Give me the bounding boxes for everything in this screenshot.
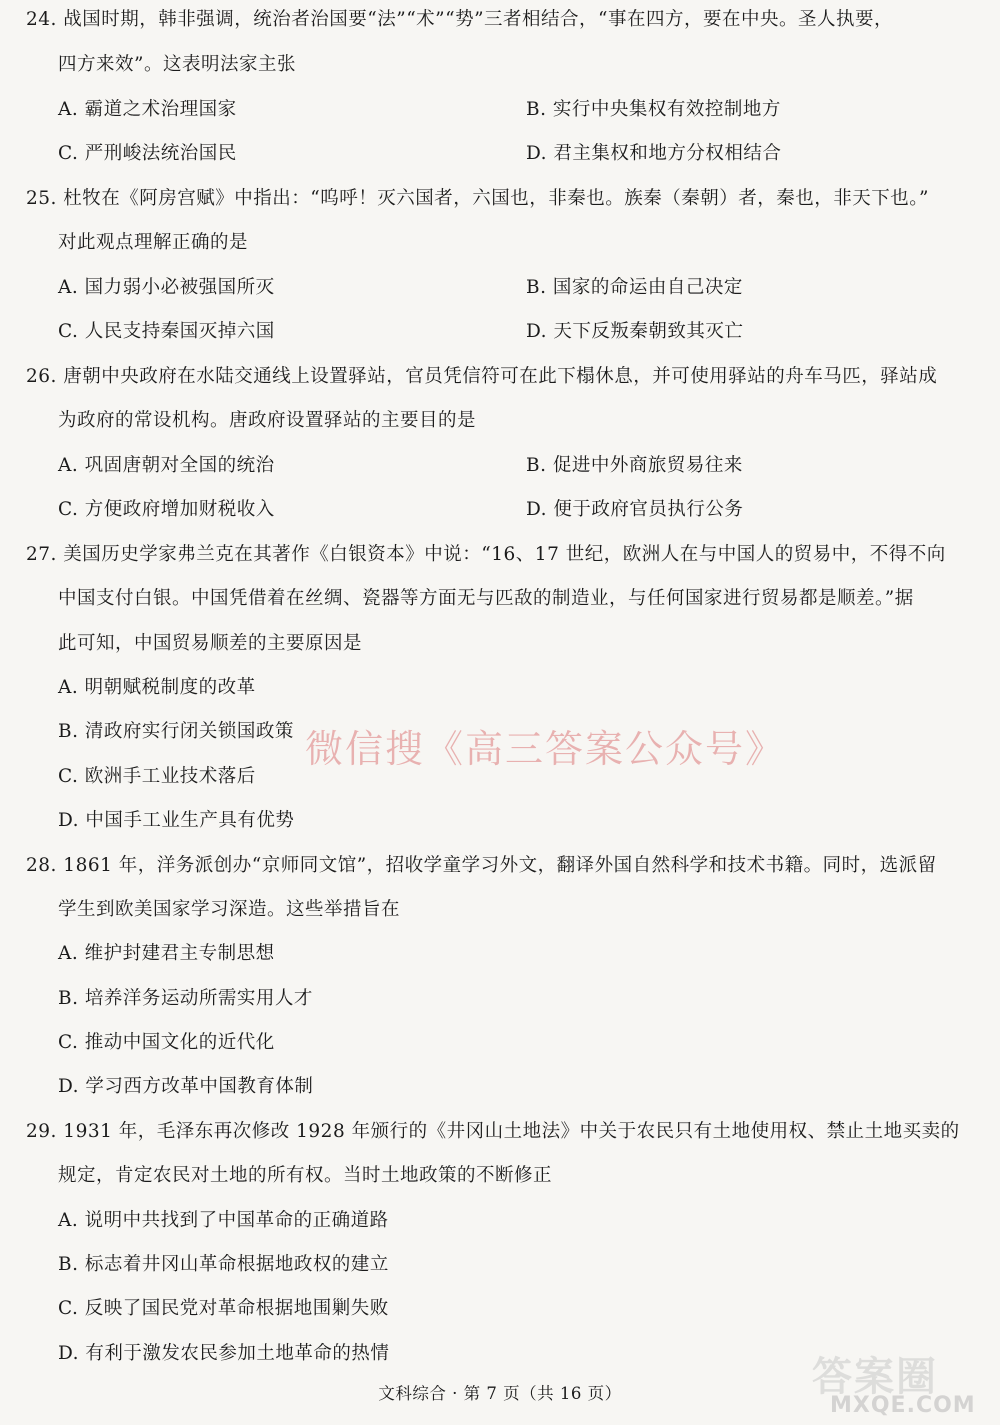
question-25-stem-line-2: 对此观点理解正确的是	[58, 232, 249, 253]
question-29-stem-line-2: 规定，肯定农民对土地的所有权。当时土地政策的不断修正	[58, 1165, 553, 1186]
question-24-stem-line-2: 四方来效”。这表明法家主张	[58, 54, 296, 75]
question-28-option-a: A. 维护封建君主专制思想	[58, 943, 275, 964]
question-26-stem-line-1: 26. 唐朝中央政府在水陆交通线上设置驿站，官员凭信符可在此下榻休息，并可使用驿站的舟车马匹，驿站成	[26, 366, 938, 387]
question-26-option-b: B. 促进中外商旅贸易往来	[526, 455, 743, 476]
question-27-stem-line-3: 此可知，中国贸易顺差的主要原因是	[58, 633, 363, 654]
question-25-option-d: D. 天下反叛秦朝致其灭亡	[526, 321, 744, 342]
page-footer: 文科综合 · 第 7 页（共 16 页）	[378, 1384, 622, 1403]
question-26-option-d: D. 便于政府官员执行公务	[526, 499, 744, 520]
corner-logo-mark: 答案圈	[812, 1354, 938, 1400]
question-24-option-a: A. 霸道之术治理国家	[58, 99, 237, 120]
question-25-option-b: B. 国家的命运由自己决定	[526, 277, 743, 298]
question-27-stem-line-1: 27. 美国历史学家弗兰克在其著作《白银资本》中说：“16、17 世纪，欧洲人在与中国人的贸易中，不得不向	[26, 544, 946, 565]
question-29-option-d: D. 有利于激发农民参加土地革命的热情	[58, 1343, 390, 1364]
question-27-stem-line-2: 中国支付白银。中国凭借着在丝绸、瓷器等方面无与匹敌的制造业，与任何国家进行贸易都是顺差。”据	[58, 588, 914, 609]
question-28-option-d: D. 学习西方改革中国教育体制	[58, 1076, 314, 1097]
question-27-option-a: A. 明朝赋税制度的改革	[58, 677, 256, 698]
question-27-option-c: C. 欧洲手工业技术落后	[58, 766, 256, 787]
question-25-option-a: A. 国力弱小必被强国所灭	[58, 277, 275, 298]
question-28-stem-line-1: 28. 1861 年，洋务派创办“京师同文馆”，招收学童学习外文，翻译外国自然科学和技术书籍。同时，选派留	[26, 855, 937, 876]
corner-logo	[802, 1345, 992, 1423]
question-26-option-a: A. 巩固唐朝对全国的统治	[58, 455, 275, 476]
question-27-option-b: B. 清政府实行闭关锁国政策	[58, 721, 294, 742]
question-28-option-b: B. 培养洋务运动所需实用人才	[58, 988, 313, 1009]
question-28-stem-line-2: 学生到欧美国家学习深造。这些举措旨在	[58, 899, 401, 920]
question-28-option-c: C. 推动中国文化的近代化	[58, 1032, 275, 1053]
question-24-stem-line-1: 24. 战国时期，韩非强调，统治者治国要“法”“术”“势”三者相结合，“事在四方，要在中央。圣人执要，	[26, 9, 894, 30]
question-25-stem-line-1: 25. 杜牧在《阿房宫赋》中指出：“呜呼！灭六国者，六国也，非秦也。族秦（秦朝）者，秦也，非天下也。”	[26, 188, 929, 209]
question-26-option-c: C. 方便政府增加财税收入	[58, 499, 275, 520]
question-24-option-d: D. 君主集权和地方分权相结合	[526, 143, 782, 164]
question-24-option-c: C. 严刑峻法统治国民	[58, 143, 237, 164]
question-29-option-c: C. 反映了国民党对革命根据地围剿失败	[58, 1298, 389, 1319]
question-29-option-a: A. 说明中共找到了中国革命的正确道路	[58, 1210, 389, 1231]
question-27-option-d: D. 中国手工业生产具有优势	[58, 810, 295, 831]
question-29-stem-line-1: 29. 1931 年，毛泽东再次修改 1928 年颁行的《井冈山土地法》中关于农民只有土地使用权、禁止土地买卖的	[26, 1121, 960, 1142]
watermark-text: 微信搜《高三答案公众号》	[305, 727, 786, 771]
corner-logo-url: MXQE.COM	[830, 1393, 976, 1418]
question-25-option-c: C. 人民支持秦国灭掉六国	[58, 321, 275, 342]
question-24-option-b: B. 实行中央集权有效控制地方	[526, 99, 781, 120]
question-29-option-b: B. 标志着井冈山革命根据地政权的建立	[58, 1254, 389, 1275]
question-26-stem-line-2: 为政府的常设机构。唐政府设置驿站的主要目的是	[58, 410, 477, 431]
